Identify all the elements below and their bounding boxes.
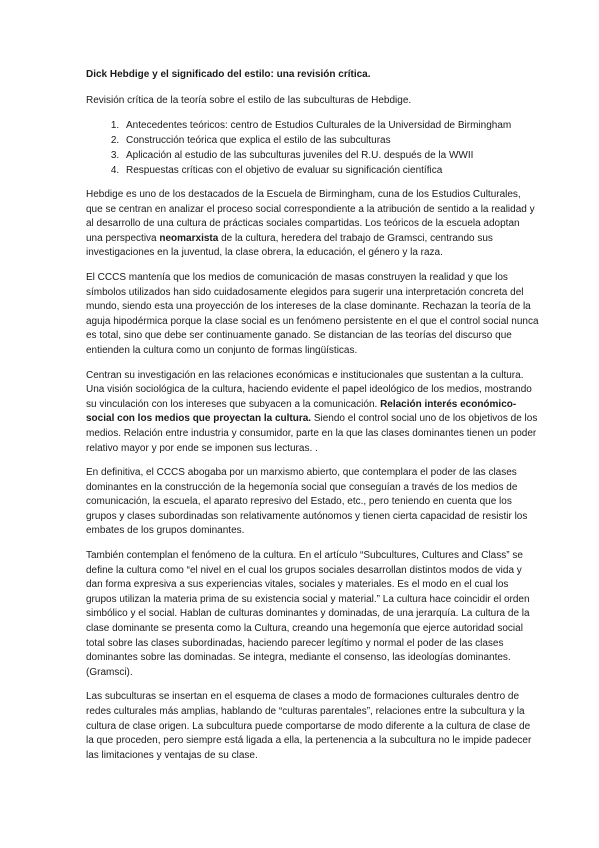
outline-list	[86, 118, 539, 178]
bold-term: neomarxista	[159, 232, 219, 244]
paragraph-text: de la cultura, heredera del trabajo de Gramsci, centrando sus investigaciones en la juventud, la clase obrera, la educación, el género y la raza.	[86, 232, 493, 259]
document-title: Dick Hebdige y el significado del estilo: una revisión crítica.	[86, 69, 371, 80]
list-item: 3. Aplicación al estudio de las subculturas juveniles del R.U. después de la WWII	[122, 148, 539, 163]
paragraph-2: El CCCS mantenía que los medios de comunicación de masas construyen la realidad y que los símbolos utilizados han sido cuidadosamente elegidos para sugerir una interpretación concreta del mundo, siendo esta una proyección de los intereses de la clase dominante. Rechazan la teoría de la aguja hipodérmica porque la clase social es un fenómeno persistente en el que el control social nunca es total, sino que debe ser continuamente ganado. Se distancian de las teorías del discurso que entienden la cultura como un conjunto de formas lingüísticas.	[86, 271, 539, 356]
paragraph-text: Hebdige es uno de los destacados de la Escuela de Birmingham, cuna de los Estudios Culturales, que se centran en analizar el proceso social correspondiente a la atribución de sentido a la realidad y al desarrollo de una cultura de prácticas sociales compartidas. Los teóricos de la escuela adoptan una perspectiva	[86, 189, 535, 244]
paragraph-5: También contemplan el fenómeno de la cultura. En el artículo “Subcultures, Cultures and Class” se define la cultura como “el nivel en el cual los grupos sociales desarrollan distintos modos de vida y dan forma expresiva a sus experiencias vitales, sociales y materiales. Es el modo en el cual los grupos utilizan la materia prima de su existencia social y material.” La cultura hace coincidir el orden simbólico y el social. Hablan de culturas dominantes y dominadas, de una jerarquía. La cultura de la clase dominante se presenta como la Cultura, creando una hegemonía que ejerce autoridad social total sobre las clases subordinadas, haciendo parecer legítimo y normal el poder de las clases dominantes sobre las dominadas. Se integra, mediante el consenso, las ideologías dominantes. (Gramsci).	[86, 550, 530, 678]
paragraph-text: Centran su investigación en las relaciones económicas e institucionales que sustentan a la cultura. Una visión sociológica de la cultura, haciendo evidente el papel ideológico de los medios, mostrando su vinculación con los intereses que subyacen a la comunicación.	[86, 369, 532, 410]
bold-statement: Relación interés económico-social con los medios que proyectan la cultura.	[86, 398, 517, 425]
paragraph-text: Siendo el control social uno de los objetivos de los medios. Relación entre industria y consumidor, parte en la que las clases dominantes tienen un poder relativo mayor y por ende se imponen sus lecturas. .	[86, 413, 538, 454]
list-item: 1. Antecedentes teóricos: centro de Estudios Culturales de la Universidad de Birmingham	[122, 118, 539, 133]
paragraph-6: Las subculturas se insertan en el esquema de clases a modo de formaciones culturales dentro de redes culturales más amplias, hablando de “culturas parentales”, relaciones entre la subcultura y la cultura de clase origen. La subcultura puede comportarse de modo diferente a la cultura de clase de la que proceden, pero siempre está ligada a ella, la pertenencia a la subcultura no le impide padecer las limitaciones y ventajas de su clase.	[86, 691, 532, 761]
list-item: 4. Respuestas críticas con el objetivo de evaluar su significación científica	[122, 163, 539, 178]
paragraph-4: En definitiva, el CCCS abogaba por un marxismo abierto, que contemplara el poder de las clases dominantes en la construcción de la hegemonía social que conseguían a través de los medios de comunicación, la escuela, el aparato represivo del Estado, etc., pero teniendo en cuenta que los grupos y clases subordinadas son relativamente autónomos y tienen cierta capacidad de resistir los embates de los grupos dominantes.	[86, 467, 528, 537]
paragraph-1	[86, 188, 539, 261]
paragraph-3	[86, 369, 539, 457]
list-item: 2. Construcción teórica que explica el estilo de las subculturas	[122, 133, 539, 148]
document-subtitle: Revisión crítica de la teoría sobre el estilo de las subculturas de Hebdige.	[86, 95, 412, 106]
